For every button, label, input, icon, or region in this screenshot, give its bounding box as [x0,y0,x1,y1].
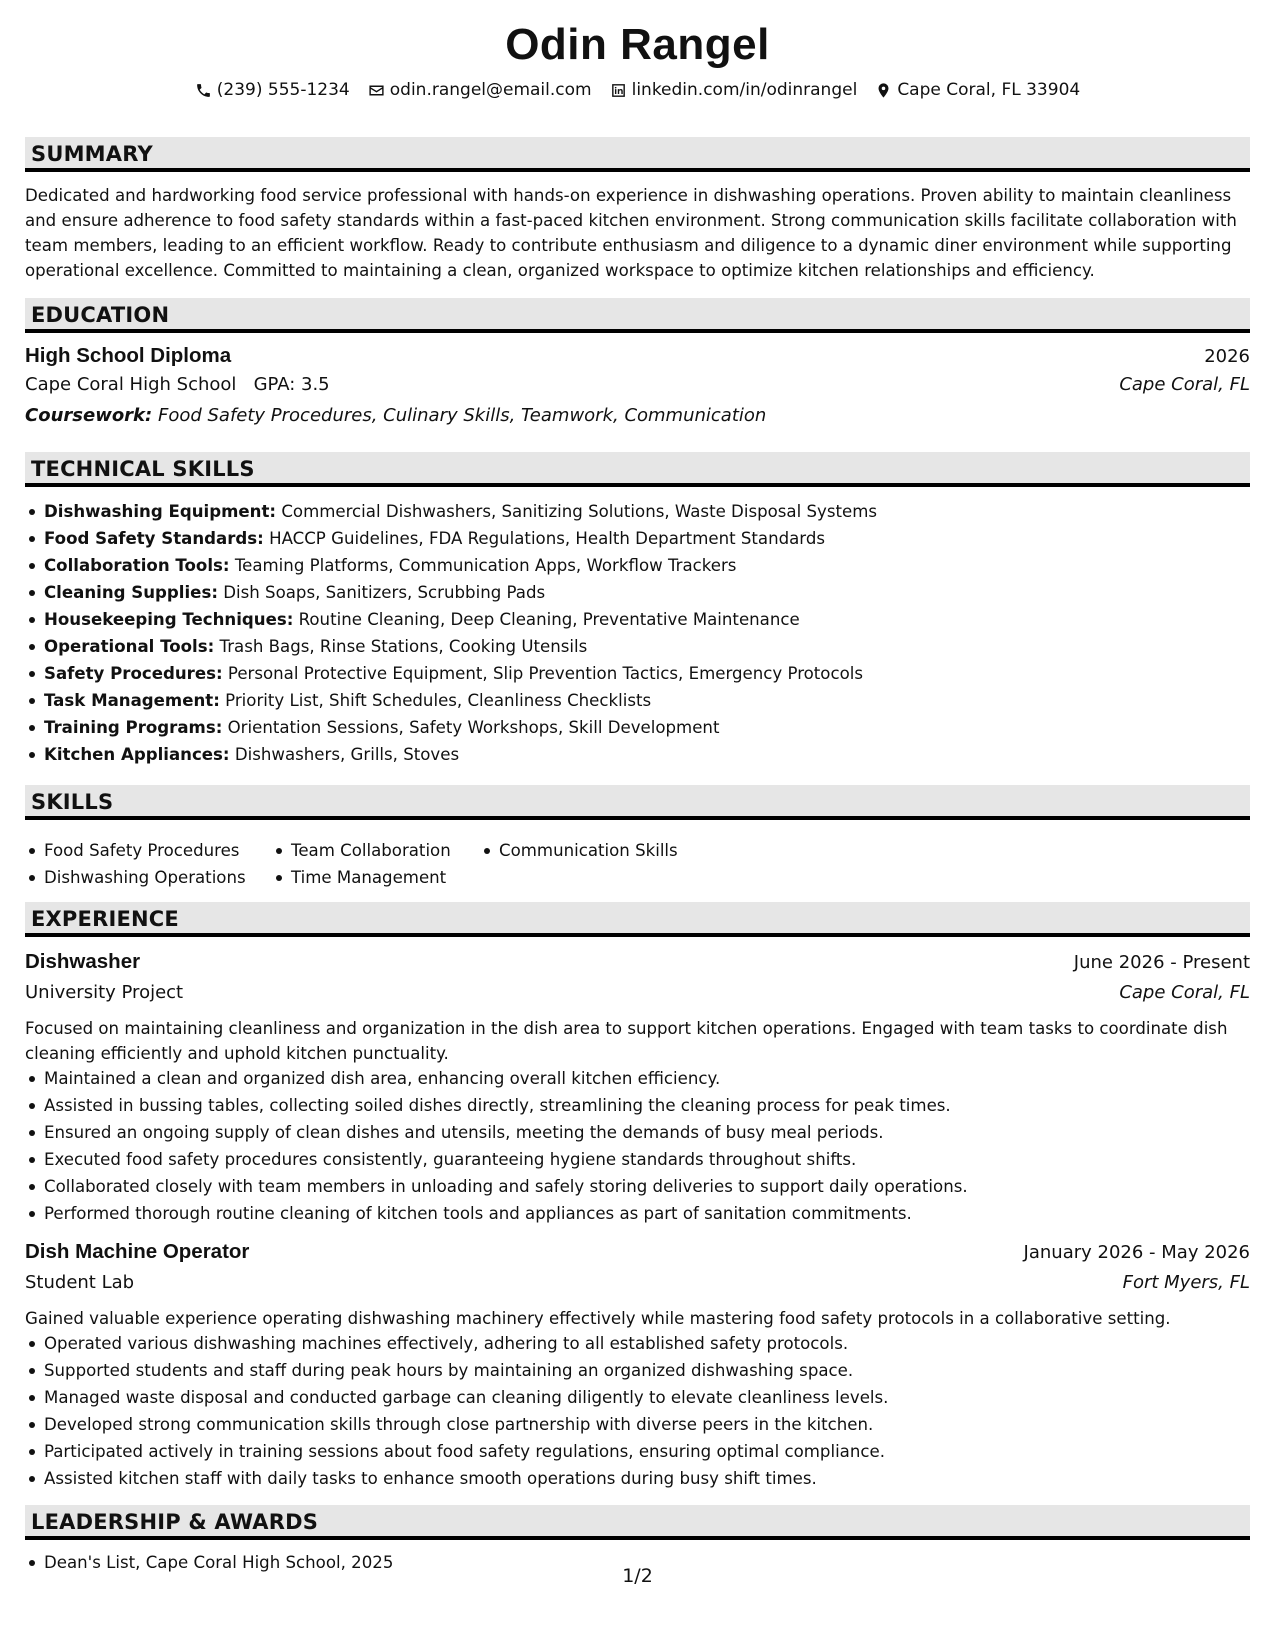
list-item: Communication Skills [480,837,678,864]
list-item: Participated actively in training sessions about food safety regulations, ensuring optimal compliance. [25,1438,1250,1465]
job-dates: June 2026 - Present [1073,952,1250,973]
section-title: SUMMARY [31,142,153,166]
contact-location [875,80,1080,100]
job-2-bullets [25,1330,1250,1492]
list-item: Developed strong communication skills through close partnership with diverse peers in the kitchen. [25,1411,1250,1438]
job-1-summary: Focused on maintaining cleanliness and organization in the dish area to support kitchen operations. Engaged with team tasks to coordinate dish cleaning efficiently and uphold kitchen punctuality. [25,1019,1228,1063]
section-title: SKILLS [31,790,114,814]
list-item: Housekeeping Techniques: Routine Cleaning, Deep Cleaning, Preventative Maintenance [25,606,1250,633]
contact-phone [195,80,350,100]
job-location: Cape Coral, FL [1119,982,1250,1003]
job-location: Fort Myers, FL [1122,1272,1250,1293]
list-item: Time Management [272,864,451,891]
section-summary-header [25,137,1250,172]
section-education-header [25,298,1250,333]
phone-text: (239) 555-1234 [216,80,350,100]
list-item: Dishwashing Equipment: Commercial Dishwashers, Sanitizing Solutions, Waste Disposal Systems [25,498,1250,525]
summary-text: Dedicated and hardworking food service professional with hands-on experience in dishwashing operations. Proven ability to maintain cleanliness and ensure adherence to food safety standards within a fast-paced kitchen environment. Strong communication skills facilitate collaboration with team members, leading to an efficient workflow. Ready to contribute enthusiasm and diligence to a dynamic diner environment while supporting operational excellence. Committed to maintaining a clean, organized workspace to optimize kitchen relationships and efficiency. [25,186,1237,280]
education-row-2 [25,374,1250,395]
map-pin-icon [875,82,892,99]
skills-column-1 [25,837,246,891]
contact-bar [0,80,1275,100]
section-title: EDUCATION [31,303,170,327]
job-title: Dish Machine Operator [25,1240,250,1263]
list-item: Operational Tools: Trash Bags, Rinse Stations, Cooking Utensils [25,633,1250,660]
list-item: Managed waste disposal and conducted garbage can cleaning diligently to elevate cleanliness levels. [25,1384,1250,1411]
list-item: Kitchen Appliances: Dishwashers, Grills, Stoves [25,741,1250,768]
job-1-org-row [25,982,1250,1003]
education-row-1 [25,344,1250,368]
list-item: Supported students and staff during peak hours by maintaining an organized dishwashing space. [25,1357,1250,1384]
list-item: Team Collaboration [272,837,451,864]
list-item: Task Management: Priority List, Shift Schedules, Cleanliness Checklists [25,687,1250,714]
list-item: Food Safety Standards: HACCP Guidelines, FDA Regulations, Health Department Standards [25,525,1250,552]
school-location: Cape Coral, FL [1119,374,1250,395]
list-item: Food Safety Procedures [25,837,246,864]
school-name: Cape Coral High School [25,374,237,395]
list-item: Assisted in bussing tables, collecting soiled dishes directly, streamlining the cleaning process for peak times. [25,1092,1250,1119]
list-item: Assisted kitchen staff with daily tasks to enhance smooth operations during busy shift times. [25,1465,1250,1492]
job-title: Dishwasher [25,950,141,973]
job-org: Student Lab [25,1272,135,1293]
gpa: GPA: 3.5 [253,374,330,395]
section-title: LEADERSHIP & AWARDS [31,1510,319,1534]
section-experience-header [25,902,1250,937]
location-text: Cape Coral, FL 33904 [897,80,1081,100]
school-info [25,374,330,395]
coursework-label: Coursework: [25,405,153,426]
section-skills-header [25,785,1250,820]
list-item: Collaboration Tools: Teaming Platforms, Communication Apps, Workflow Trackers [25,552,1250,579]
skills-column-3 [480,837,678,864]
job-1-title-row [25,950,1250,974]
list-item: Operated various dishwashing machines effectively, adhering to all established safety protocols. [25,1330,1250,1357]
phone-icon [195,82,212,99]
candidate-name: Odin Rangel [505,20,770,69]
job-2-summary: Gained valuable experience operating dishwashing machinery effectively while mastering food safety protocols in a collaborative setting. [25,1309,1171,1328]
job-2-org-row [25,1272,1250,1293]
list-item: Dishwashing Operations [25,864,246,891]
page-number: 1/2 [622,1565,653,1587]
coursework-list: Food Safety Procedures, Culinary Skills, Teamwork, Communication [157,405,767,426]
graduation-year: 2026 [1204,346,1250,367]
job-1-bullets [25,1065,1250,1227]
list-item: Performed thorough routine cleaning of kitchen tools and appliances as part of sanitation commitments. [25,1200,1250,1227]
linkedin-text: linkedin.com/in/odinrangel [631,80,858,100]
section-leadership-header [25,1505,1250,1540]
job-dates: January 2026 - May 2026 [1023,1242,1250,1263]
job-org: University Project [25,982,184,1003]
section-technical-skills-header [25,452,1250,487]
list-item: Safety Procedures: Personal Protective Equipment, Slip Prevention Tactics, Emergency Protocols [25,660,1250,687]
list-item: Maintained a clean and organized dish area, enhancing overall kitchen efficiency. [25,1065,1250,1092]
list-item: Dean's List, Cape Coral High School, 2025 [25,1549,1250,1576]
list-item: Collaborated closely with team members in unloading and safely storing deliveries to support daily operations. [25,1173,1250,1200]
coursework-row [25,405,1250,426]
list-item: Cleaning Supplies: Dish Soaps, Sanitizers, Scrubbing Pads [25,579,1250,606]
linkedin-icon [610,82,627,99]
list-item: Executed food safety procedures consistently, guaranteeing hygiene standards throughout shifts. [25,1146,1250,1173]
degree-title: High School Diploma [25,344,232,367]
list-item: Ensured an ongoing supply of clean dishes and utensils, meeting the demands of busy meal periods. [25,1119,1250,1146]
section-title: EXPERIENCE [31,907,179,931]
contact-email[interactable] [368,80,592,100]
skills-column-2 [272,837,451,891]
contact-linkedin[interactable] [610,80,858,100]
job-2-title-row [25,1240,1250,1264]
list-item: Training Programs: Orientation Sessions, Safety Workshops, Skill Development [25,714,1250,741]
email-text: odin.rangel@email.com [389,80,592,100]
section-title: TECHNICAL SKILLS [31,457,255,481]
envelope-icon [368,82,385,99]
technical-skills-list [25,498,1250,768]
